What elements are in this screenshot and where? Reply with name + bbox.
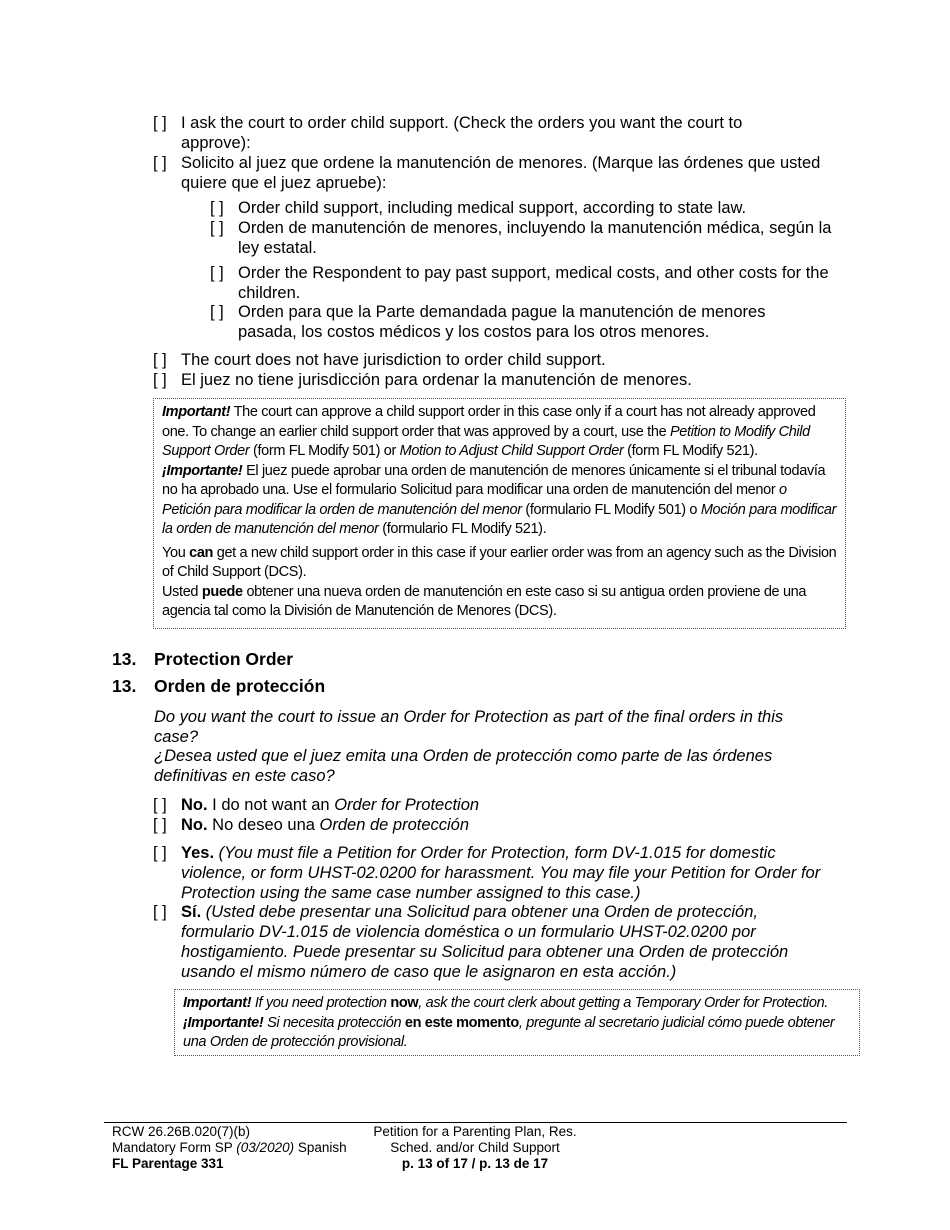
notice-label: Important!: [162, 404, 231, 420]
checkbox[interactable]: [ ]: [153, 816, 167, 834]
notice-label: ¡Importante!: [162, 462, 243, 479]
notice-text: Si necesita protección: [263, 1014, 405, 1031]
option-text: No. No deseo una Orden de protección: [181, 816, 470, 834]
protection-question-es: ¿Desea usted que el juez emita una Orden de protección como parte de las órdenes definitivas en este caso?: [154, 747, 773, 785]
option-text: El juez no tiene jurisdicción para ordenar la manutención de menores.: [181, 371, 692, 389]
option-text: Order the Respondent to pay past support, medical costs, and other costs for the children.: [238, 264, 829, 302]
checkbox[interactable]: [ ]: [210, 303, 224, 321]
footer-form-id: FL Parentage 331: [112, 1156, 224, 1171]
option-text: Sí. (Usted debe presentar una Solicitud para obtener una Orden de protección, formulario DV-1.015 de violencia doméstica o un formulario UHST-02.0200 por hostigamiento. Puede presentar su Solicitud para obtener una Orden de protección usando el mismo número de caso que le asignaron en esta acción.): [181, 903, 789, 981]
section-title: Protection Order: [154, 649, 294, 669]
notice-text: (formulario FL Modify 521).: [378, 521, 547, 537]
option-text: Solicito al juez que ordene la manutención de menores. (Marque las órdenes que usted quiere que el juez apruebe):: [181, 154, 821, 192]
footer-form-info: Mandatory Form SP (03/2020) Spanish: [112, 1140, 347, 1155]
option-text: Orden de manutención de menores, incluyendo la manutención médica, según la ley estatal.: [238, 219, 832, 257]
notice-text: You: [162, 544, 190, 561]
checkbox[interactable]: [ ]: [153, 903, 167, 921]
notice-text: El juez puede aprobar una orden de manutención de menores únicamente si el tribunal todavía no ha aprobado una. Use el formulario Solicitud para modificar una orden de manutención del menor: [162, 462, 826, 498]
important-notice-protection: [174, 989, 860, 1056]
important-notice-child-support: [153, 398, 846, 629]
footer-title: Petition for a Parenting Plan, Res.: [373, 1124, 577, 1139]
emphasis: can: [189, 544, 214, 561]
notice-text: get a new child support order in this case if your earlier order was from an agency such as the Division of Child Support (DCS).: [162, 544, 837, 580]
checkbox[interactable]: [ ]: [153, 371, 167, 389]
notice-text: obtener una nueva orden de manutención en este caso si su antigua orden proviene de una agencia tal como la División de Manutención de Menores (DCS).: [162, 583, 807, 619]
notice-text: (form FL Modify 501) or: [249, 443, 400, 459]
section-title: Orden de protección: [154, 676, 326, 696]
footer-rcw: RCW 26.26B.020(7)(b): [112, 1124, 251, 1139]
checkbox[interactable]: [ ]: [153, 796, 167, 814]
checkbox[interactable]: [ ]: [210, 219, 224, 237]
option-text: The court does not have jurisdiction to order child support.: [181, 351, 606, 369]
option-text: I ask the court to order child support. (Check the orders you want the court to approve):: [181, 114, 743, 152]
form-title: Moción para modificar la orden de manutención del menor: [162, 501, 837, 537]
section-number: 13.: [112, 649, 137, 669]
emphasis: en este momento: [404, 1014, 519, 1031]
notice-label: ¡Importante!: [183, 1014, 264, 1031]
footer-subtitle: Sched. and/or Child Support: [390, 1140, 560, 1155]
footer-left: [112, 1124, 362, 1172]
footer-divider: [104, 1122, 847, 1123]
checkbox[interactable]: [ ]: [153, 114, 167, 132]
checkbox[interactable]: [ ]: [153, 154, 167, 172]
option-text: Order child support, including medical support, according to state law.: [238, 199, 747, 217]
option-text: No. I do not want an Order for Protection: [181, 796, 480, 814]
checkbox[interactable]: [ ]: [210, 264, 224, 282]
section-number: 13.: [112, 676, 137, 696]
emphasis: puede: [201, 583, 243, 600]
notice-text: If you need protection: [251, 995, 391, 1011]
notice-text: , ask the court clerk about getting a Temporary Order for Protection.: [418, 995, 828, 1011]
form-title: Petition to Modify Child Support Order: [162, 423, 810, 459]
notice-text: Usted: [162, 583, 202, 600]
checkbox[interactable]: [ ]: [210, 199, 224, 217]
checkbox[interactable]: [ ]: [153, 351, 167, 369]
form-title: o Petición para modificar la orden de manutención del menor: [162, 482, 787, 518]
option-text: Orden para que la Parte demandada pague la manutención de menores pasada, los costos médicos y los costos para los otros menores.: [238, 303, 766, 341]
notice-text: , pregunte al secretario judicial cómo puede obtener una Orden de protección provisional.: [183, 1014, 835, 1050]
notice-label: Important!: [183, 995, 252, 1011]
notice-text: (formulario FL Modify 501) o: [521, 501, 701, 518]
emphasis: now: [390, 995, 419, 1011]
form-title: Motion to Adjust Child Support Order: [399, 443, 624, 459]
option-text: Yes. (You must file a Petition for Order for Protection, form DV-1.015 for domestic violence, or form UHST-02.0200 for harassment. You may file your Petition for Order for Protection using the same case number assigned to this case.): [181, 844, 821, 902]
footer-page-number: p. 13 of 17 / p. 13 de 17: [401, 1156, 549, 1171]
notice-text: (form FL Modify 521).: [623, 443, 758, 459]
protection-question: Do you want the court to issue an Order for Protection as part of the final orders in this case?: [154, 708, 784, 746]
checkbox[interactable]: [ ]: [153, 844, 167, 862]
footer-center: [350, 1124, 600, 1172]
notice-text: The court can approve a child support order in this case only if a court has not already approved one. To change an earlier child support order that was approved by a court, use the: [162, 404, 816, 440]
